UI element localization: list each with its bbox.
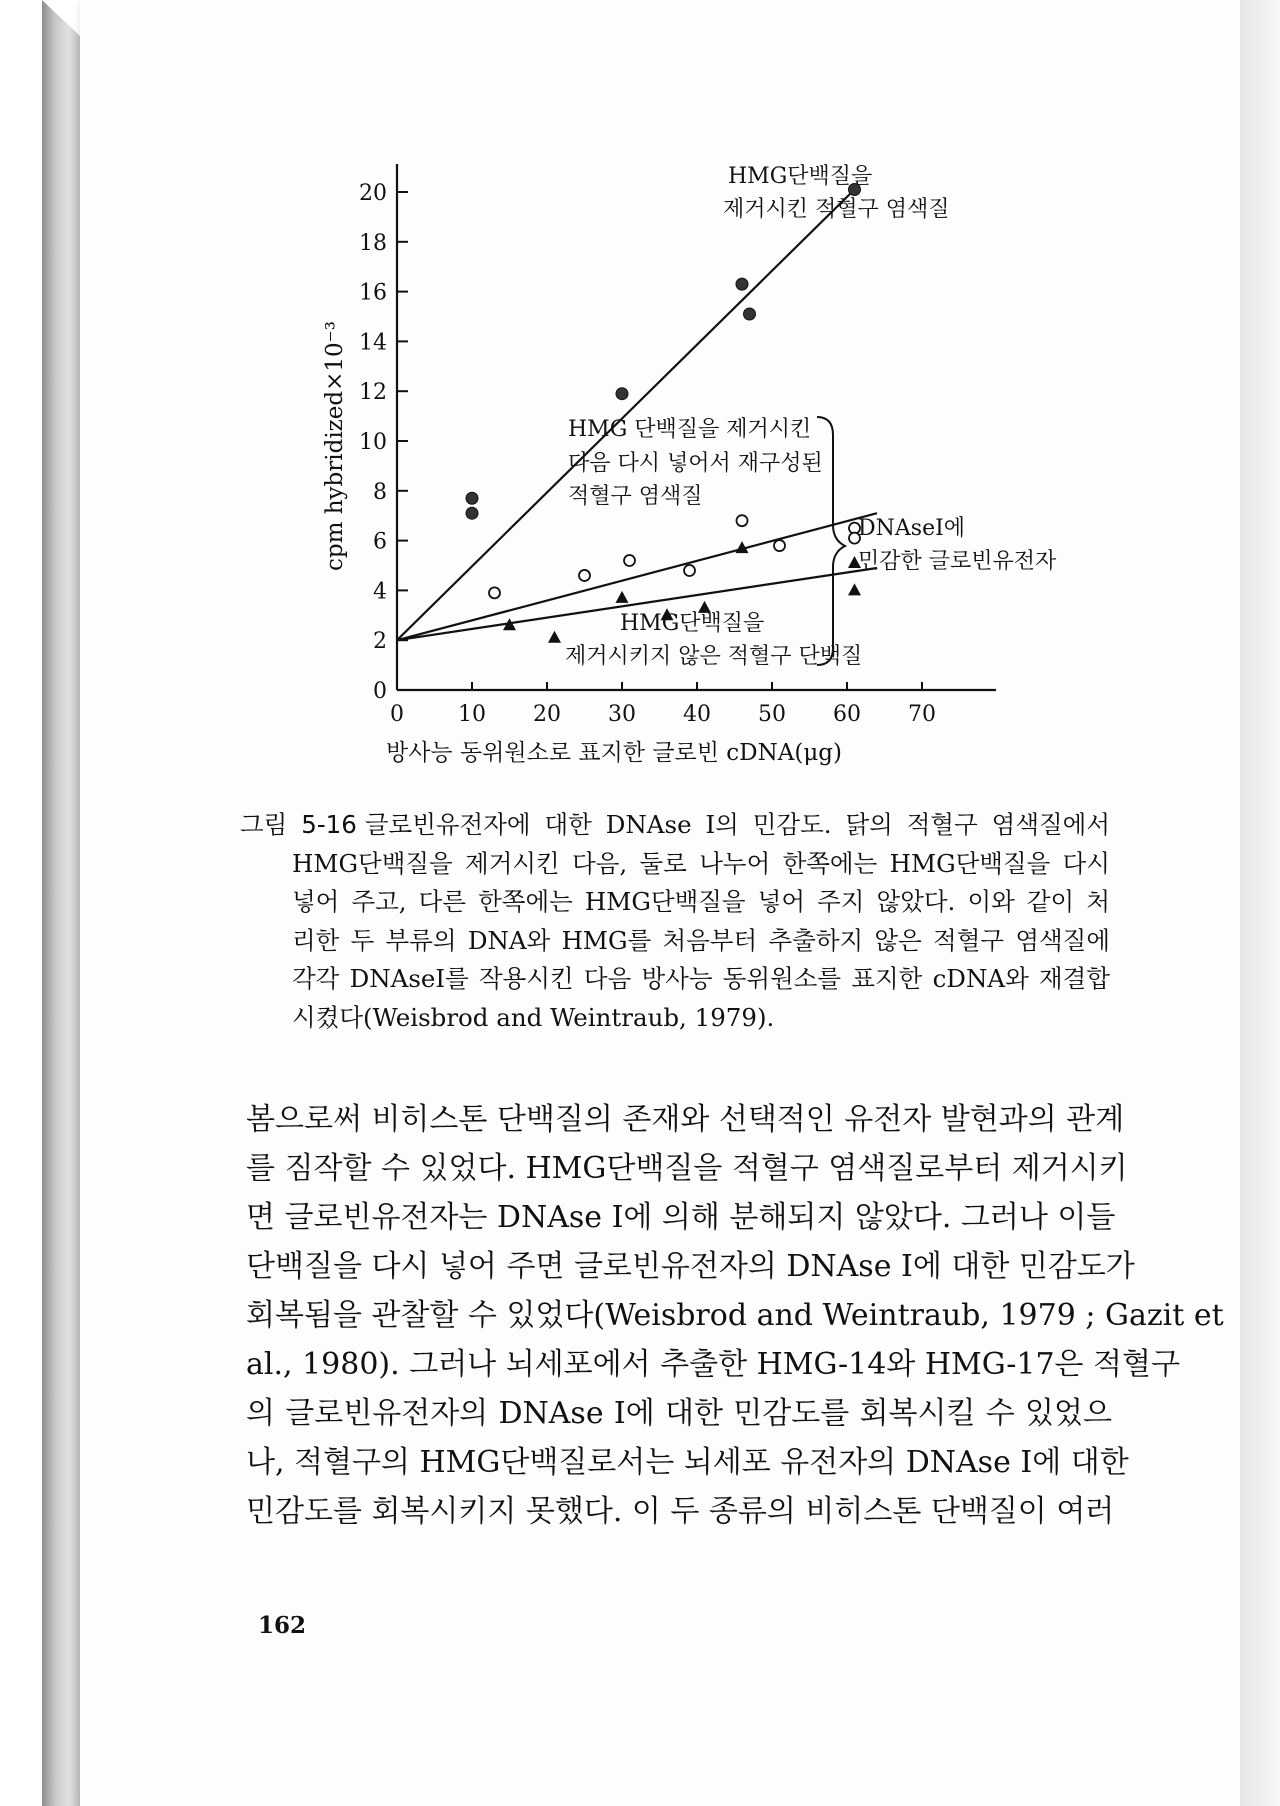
data-point-triangle <box>548 631 561 643</box>
body-line: 봄으로써 비히스톤 단백질의 존재와 선택적인 유전자 발현과의 관계 <box>246 1102 1125 1137</box>
data-point-filled-circle <box>466 507 478 519</box>
y-tick-label: 8 <box>373 479 387 505</box>
fit-line <box>397 190 855 641</box>
data-point-open-circle <box>579 570 590 581</box>
x-tick-label: 30 <box>608 702 636 727</box>
x-tick-label: 50 <box>758 702 786 727</box>
page-number: 162 <box>258 1612 307 1639</box>
x-tick-label: 70 <box>908 702 936 727</box>
y-ticks <box>359 181 408 704</box>
x-tick-label: 60 <box>833 702 861 727</box>
x-tick-label: 20 <box>533 702 561 727</box>
mid-annotation-line1: HMG 단백질을 제거시킨 <box>568 417 812 442</box>
x-tick-label: 0 <box>390 702 404 727</box>
body-line: al., 1980). 그러나 뇌세포에서 추출한 HMG-14와 HMG-17은 적혈구 <box>246 1347 1180 1382</box>
caption-line: 시켰다(Weisbrod and Weintraub, 1979). <box>292 1002 775 1032</box>
data-points <box>466 184 861 643</box>
y-tick-label: 14 <box>359 330 387 356</box>
body-line: 를 짐작할 수 있었다. HMG단백질을 적혈구 염색질로부터 제거시키 <box>246 1151 1128 1186</box>
y-axis-label: cpm hybridized×10⁻³ <box>322 320 348 572</box>
body-paragraph <box>246 1095 1224 1536</box>
figure-caption <box>240 806 1110 1037</box>
x-tick-label: 40 <box>683 702 711 727</box>
body-line: 민감도를 회복시키지 못했다. 이 두 종류의 비히스톤 단백질이 여러 <box>246 1494 1115 1529</box>
x-tick-label: 10 <box>458 702 486 727</box>
body-line: 면 글로빈유전자는 DNAse I에 의해 분해되지 않았다. 그러나 이들 <box>246 1200 1116 1235</box>
data-point-triangle <box>848 583 861 595</box>
y-tick-label: 18 <box>359 230 387 256</box>
body-line: 단백질을 다시 넣어 주면 글로빈유전자의 DNAse I에 대한 민감도가 <box>246 1249 1135 1284</box>
hybridization-chart <box>0 0 1280 790</box>
brace-annotation-line2: 민감한 글로빈유전자 <box>858 549 1057 574</box>
caption-line: 각각 DNAseI를 작용시킨 다음 방사능 동위원소를 표지한 cDNA와 재결합 <box>292 964 1110 993</box>
brace-annotation-line1: DNAseI에 <box>858 516 966 541</box>
y-tick-label: 12 <box>359 380 387 406</box>
fit-lines <box>397 190 877 641</box>
y-tick-label: 10 <box>359 430 387 455</box>
caption-text: 글로빈유전자에 대한 DNAse I의 민감도. 닭의 적혈구 염색질에서 <box>364 810 1110 839</box>
y-tick-label: 4 <box>373 579 387 605</box>
y-tick-label: 20 <box>359 181 387 206</box>
caption-line: HMG단백질을 제거시킨 다음, 둘로 나누어 한쪽에는 HMG단백질을 다시 <box>292 848 1110 878</box>
y-tick-label: 2 <box>373 629 387 655</box>
caption-line <box>240 806 1110 845</box>
y-tick-label: 6 <box>373 529 387 555</box>
caption-line: 리한 두 부류의 DNA와 HMG를 처음부터 추출하지 않은 적혈구 염색질에 <box>292 925 1110 955</box>
data-point-triangle <box>616 591 629 603</box>
body-line: 회복됨을 관찰할 수 있었다(Weisbrod and Weintraub, 1979 ; Gazit et <box>246 1298 1224 1333</box>
body-line: 의 글로빈유전자의 DNAse I에 대한 민감도를 회복시킬 수 있었으 <box>246 1396 1112 1431</box>
data-point-filled-circle <box>744 308 756 320</box>
data-point-filled-circle <box>466 492 478 504</box>
data-point-open-circle <box>774 540 785 551</box>
x-ticks <box>390 682 936 727</box>
mid-annotation-line2: 다음 다시 넣어서 재구성된 <box>568 451 823 476</box>
x-axis-label: 방사능 동위원소로 표지한 글로빈 cDNA(μg) <box>386 740 842 766</box>
data-point-open-circle <box>684 565 695 576</box>
caption-number: 그림 5-16 <box>240 810 357 839</box>
caption-line: 넣어 주고, 다른 한쪽에는 HMG단백질을 넣어 주지 않았다. 이와 같이 처 <box>292 887 1110 916</box>
data-point-open-circle <box>624 555 635 566</box>
top-annotation-line2: 제거시킨 적혈구 염색질 <box>723 197 950 222</box>
body-line: 나, 적혈구의 HMG단백질로서는 뇌세포 유전자의 DNAse I에 대한 <box>246 1445 1129 1480</box>
data-point-open-circle <box>489 587 500 598</box>
data-point-filled-circle <box>616 388 628 400</box>
top-annotation-line1: HMG단백질을 <box>728 164 873 189</box>
y-tick-label: 0 <box>373 679 387 704</box>
data-point-open-circle <box>737 515 748 526</box>
mid-annotation-line3: 적혈구 염색질 <box>568 484 703 509</box>
low-annotation-line1: HMG단백질을 <box>620 611 765 636</box>
low-annotation-line2: 제거시키지 않은 적혈구 단백질 <box>565 644 863 669</box>
y-tick-label: 16 <box>359 280 387 306</box>
data-point-filled-circle <box>736 278 748 290</box>
